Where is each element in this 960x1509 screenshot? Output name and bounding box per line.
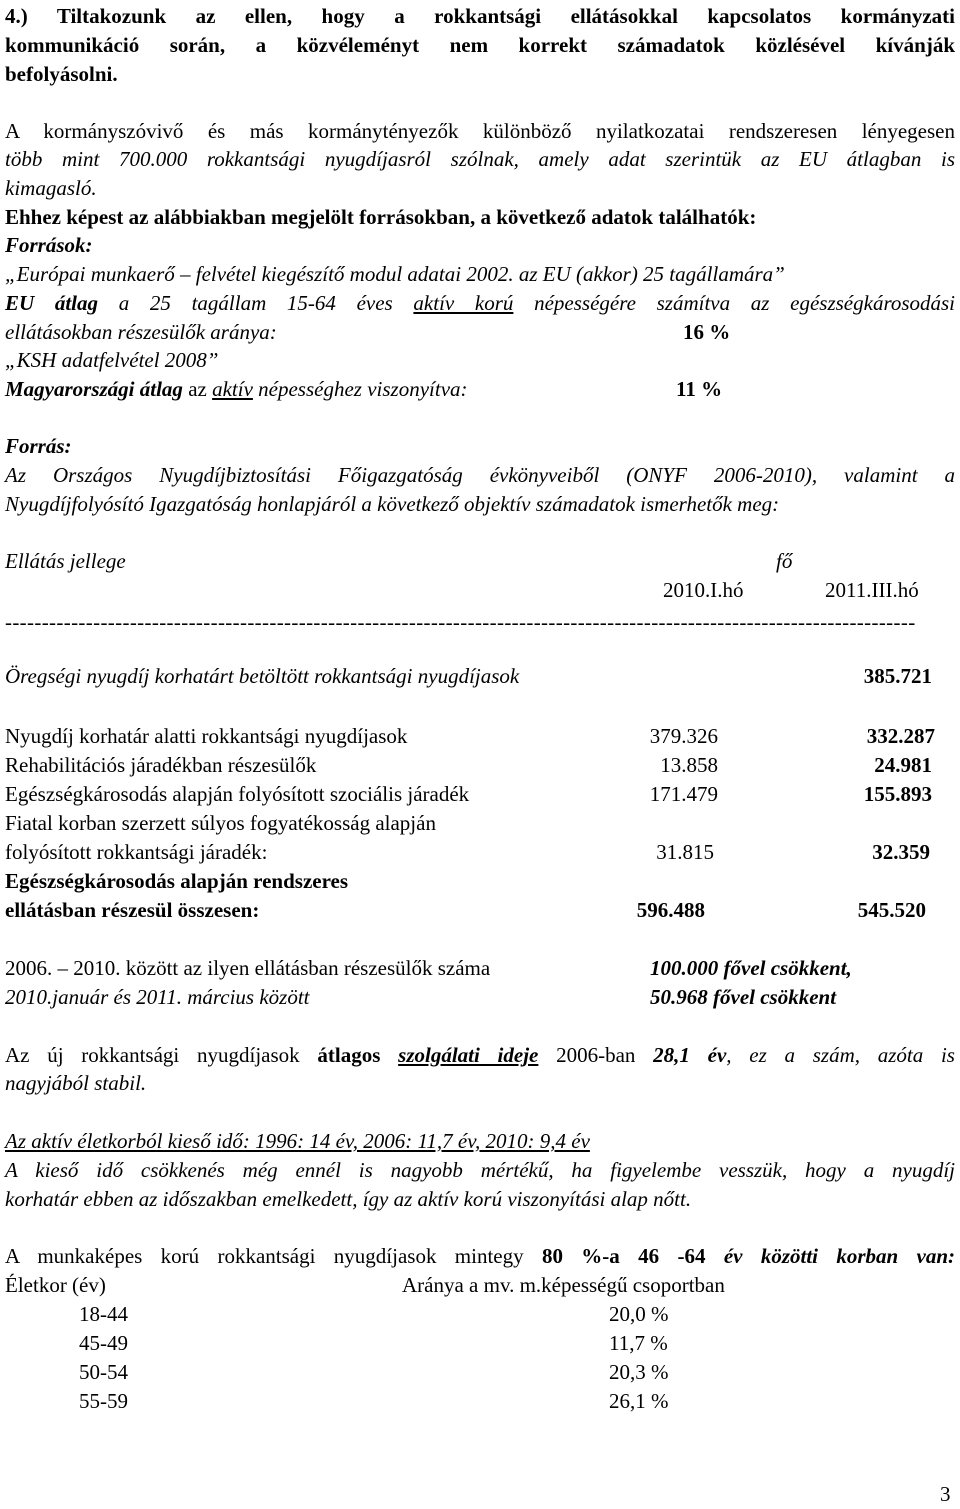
service-text-1: Az új rokkantsági nyugdíjasok	[5, 1043, 300, 1067]
heading-line-1: 4.) Tiltakozunk az ellen, hogy a rokkantsági ellátásokkal kapcsolatos kormányzati	[5, 4, 955, 28]
age-text-1: A munkaképes korú rokkantsági nyugdíjasok mintegy	[5, 1244, 524, 1268]
eu-average-label: EU átlag	[5, 291, 99, 315]
age-row-age: 18-44	[79, 1302, 128, 1326]
table-row-2010: 379.326	[649, 724, 718, 748]
table-row-label: Rehabilitációs járadékban részesülők	[5, 753, 317, 777]
hu-average-line	[5, 379, 468, 400]
ksh-source: „KSH adatfelvétel 2008”	[5, 348, 219, 372]
table-row-label: folyósított rokkantsági járadék:	[5, 840, 268, 864]
eu-average-underline: aktív korú	[413, 291, 514, 315]
eu-average-line	[5, 293, 955, 314]
intro-line-4: Ehhez képest az alábbiakban megjelölt forrásokban, a következő adatok találhatók:	[5, 205, 757, 229]
hu-average-value: 11 %	[676, 377, 723, 401]
age-section-intro	[5, 1246, 955, 1267]
age-row-age: 50-54	[79, 1360, 128, 1384]
table-row-label: Öregségi nyugdíj korhatárt betöltött rokkantsági nyugdíjasok	[5, 664, 520, 688]
decrease-line-1-label: 2006. – 2010. között az ilyen ellátásban részesülők száma	[5, 956, 491, 980]
intro-line-1-text: A kormányszóvivő és más kormánytényezők különböző nyilatkozatai rendszeresen lényegesen	[5, 119, 955, 143]
table-row-2010: 596.488	[636, 898, 705, 922]
service-line-1	[5, 1045, 955, 1066]
table-row-label: Egészségkárosodás alapján folyósított szociális járadék	[5, 782, 470, 806]
service-line-2: nagyjából stabil.	[5, 1071, 147, 1095]
intro-line-2: több mint 700.000 rokkantsági nyugdíjasról szólnak, amely adat szerintük az EU átlagban is	[5, 147, 955, 171]
service-text-4: 2006-ban	[556, 1043, 636, 1067]
eu-average-value: 16 %	[683, 320, 731, 344]
table-row-2011: 32.359	[872, 840, 930, 864]
table-row-2011: 545.520	[857, 898, 926, 922]
eu-average-text-2: népességére számítva az egészségkárosodási	[534, 291, 956, 315]
table-header-label: Ellátás jellege	[5, 549, 126, 573]
sources-label: Források:	[5, 233, 93, 257]
age-row-ratio: 11,7 %	[609, 1331, 668, 1355]
eu-average-line-2: ellátásokban részesülők aránya:	[5, 320, 277, 344]
table-header-2011: 2011.III.hó	[825, 578, 919, 602]
service-text-2: átlagos	[317, 1043, 381, 1067]
hu-average-text-2: népességhez viszonyítva:	[258, 377, 468, 401]
table-row-2011: 332.287	[866, 724, 935, 748]
table-row-label: Fiatal korban szerzett súlyos fogyatékosság alapján	[5, 811, 436, 835]
table-row-2011: 385.721	[863, 664, 932, 688]
heading-line-2: kommunikáció során, a közvéleményt nem korrekt számadatok közlésével kívánják	[5, 33, 955, 57]
service-text-6: , ez a szám, azóta is	[726, 1043, 955, 1067]
heading-line-3: befolyásolni.	[5, 62, 118, 86]
source2-label: Forrás:	[5, 434, 72, 458]
age-row-ratio: 26,1 %	[609, 1389, 669, 1413]
age-text-4: év közötti korban van:	[723, 1244, 956, 1268]
dropout-line-2: A kieső idő csökkenés még ennél is nagyobb mértékű, ha figyelembe vesszük, hogy a nyugdíj	[5, 1158, 955, 1182]
age-text-2: 80 %-a	[541, 1244, 620, 1268]
eu-average-text-1: a 25 tagállam 15-64 éves	[118, 291, 393, 315]
source2-line-2: Nyugdíjfolyósító Igazgatóság honlapjáról a következő objektív számadatok ismerhetők meg:	[5, 492, 780, 516]
hu-average-label: Magyarországi átlag	[5, 377, 183, 401]
age-col-age: Életkor (év)	[5, 1273, 106, 1297]
table-row-2010: 31.815	[656, 840, 714, 864]
table-divider: ----------------------------------------------------------------------------------------------------------------------------	[5, 612, 916, 633]
page-number: 3	[940, 1482, 951, 1506]
table-row-label: Nyugdíj korhatár alatti rokkantsági nyugdíjasok	[5, 724, 408, 748]
age-col-ratio: Aránya a mv. m.képességű csoportban	[402, 1273, 725, 1297]
dropout-line-1: Az aktív életkorból kieső idő: 1996: 14 év, 2006: 11,7 év, 2010: 9,4 év	[5, 1129, 590, 1153]
age-row-ratio: 20,3 %	[609, 1360, 669, 1384]
age-text-3: 46 -64	[638, 1244, 706, 1268]
source2-line-1: Az Országos Nyugdíjbiztosítási Főigazgatóság évkönyveiből (ONYF 2006-2010), valamint a	[5, 463, 955, 487]
service-text-3: szolgálati ideje	[398, 1043, 539, 1067]
decrease-line-1-value: 100.000 fővel csökkent,	[650, 956, 852, 980]
age-row-ratio: 20,0 %	[609, 1302, 669, 1326]
decrease-line-2-value: 50.968 fővel csökkent	[650, 985, 837, 1009]
age-row-age: 45-49	[79, 1331, 128, 1355]
hu-average-underline: aktív	[212, 377, 253, 401]
table-row-2010: 13.858	[660, 753, 718, 777]
dropout-line-3: korhatár ebben az időszakban emelkedett, így az aktív korú viszonyítási alap nőtt.	[5, 1187, 692, 1211]
table-row-label: ellátásban részesül összesen:	[5, 898, 260, 922]
hu-average-text-1: az	[188, 377, 207, 401]
intro-line-3: kimagasló.	[5, 176, 97, 200]
table-row-2010: 171.479	[649, 782, 718, 806]
table-row-2011: 24.981	[874, 753, 932, 777]
service-text-5: 28,1 év	[653, 1043, 727, 1067]
table-header-unit: fő	[776, 549, 793, 573]
age-row-age: 55-59	[79, 1389, 128, 1413]
eu-source: „Európai munkaerő – felvétel kiegészítő modul adatai 2002. az EU (akkor) 25 tagállamára”	[5, 262, 785, 286]
table-row-2011: 155.893	[863, 782, 932, 806]
table-header-2010: 2010.I.hó	[663, 578, 744, 602]
table-row-label: Egészségkárosodás alapján rendszeres	[5, 869, 349, 893]
decrease-line-2-label: 2010.január és 2011. március között	[5, 985, 310, 1009]
intro-line-1	[5, 121, 955, 142]
